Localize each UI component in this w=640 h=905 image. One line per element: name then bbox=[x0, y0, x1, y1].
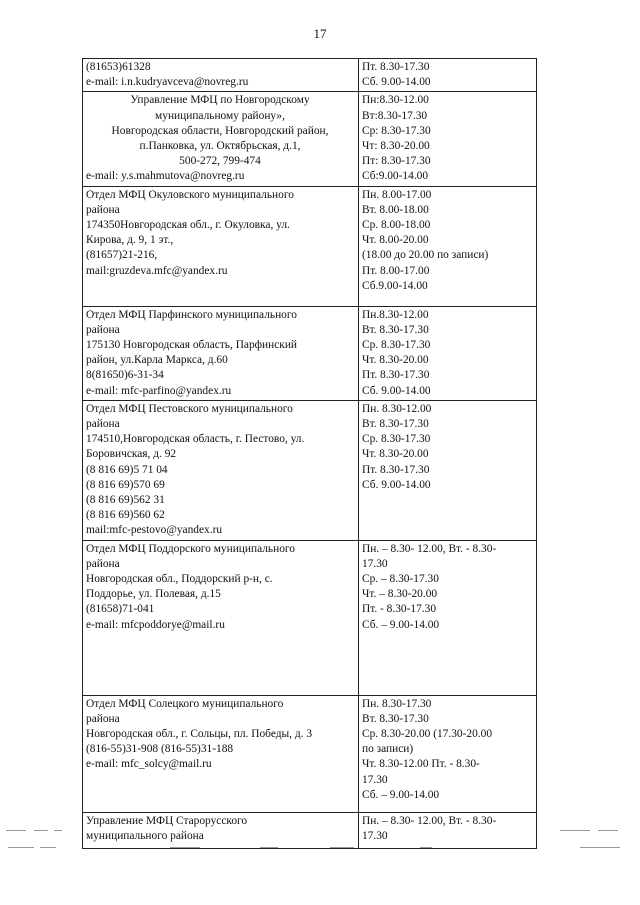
working-hours-line: Вт. 8.30-17.30 bbox=[362, 418, 429, 431]
office-info-line: муниципальному району», bbox=[155, 109, 285, 122]
working-hours-line: Сб:9.00-14.00 bbox=[362, 170, 429, 183]
working-hours-line: Пн:8.30-12.00 bbox=[362, 94, 429, 107]
table-row bbox=[83, 59, 537, 92]
working-hours-line: Вт:8.30-17.30 bbox=[362, 109, 428, 122]
office-info-line: муниципального района bbox=[86, 829, 204, 842]
working-hours-line: Сб.9.00-14.00 bbox=[362, 279, 428, 292]
working-hours-line: Ср. 8.00-18.00 bbox=[362, 219, 431, 232]
office-info-line: Отдел МФЦ Парфинского муниципального bbox=[86, 308, 297, 321]
working-hours-line: Сб. – 9.00-14.00 bbox=[362, 788, 440, 801]
working-hours-line: Чт. 8.30-20.00 bbox=[362, 354, 429, 367]
office-info-line: mail:gruzdeva.mfc@yandex.ru bbox=[86, 264, 228, 277]
table-row bbox=[83, 92, 537, 186]
working-hours-line: 17.30 bbox=[362, 829, 388, 842]
office-info-line: района bbox=[86, 712, 120, 725]
office-info-line: (8 816 69)560 62 bbox=[86, 509, 165, 522]
scan-artifact-dots bbox=[0, 828, 640, 878]
office-info-cell bbox=[83, 695, 359, 812]
office-info-line: (8 816 69)562 31 bbox=[86, 494, 165, 507]
working-hours-line: Чт. 8.30-12.00 Пт. - 8.30- bbox=[362, 758, 480, 771]
office-info-line: район, ул.Карла Маркса, д.60 bbox=[86, 354, 228, 367]
working-hours-line: Пт. 8.30-17.30 bbox=[362, 369, 430, 382]
table-row bbox=[83, 540, 537, 695]
office-info-line: Отдел МФЦ Солецкого муниципального bbox=[86, 697, 284, 710]
working-hours-line: (18.00 до 20.00 по записи) bbox=[362, 249, 489, 262]
office-info-line: района bbox=[86, 557, 120, 570]
office-info-cell bbox=[83, 186, 359, 306]
office-info-line: e-mail: mfcpoddorye@mail.ru bbox=[86, 618, 225, 631]
office-info-line: 174350Новгородская обл., г. Окуловка, ул. bbox=[86, 219, 290, 232]
table-row bbox=[83, 186, 537, 306]
working-hours-line: Пт. 8.30-17.30 bbox=[362, 463, 430, 476]
office-info-line: mail:mfc-pestovo@yandex.ru bbox=[86, 524, 223, 537]
working-hours-line: Пн. 8.30-12.00 bbox=[362, 402, 432, 415]
working-hours-line: Чт. – 8.30-20.00 bbox=[362, 588, 438, 601]
working-hours-line: Вт. 8.30-17.30 bbox=[362, 323, 429, 336]
office-info-line: района bbox=[86, 418, 120, 431]
office-info-cell bbox=[83, 540, 359, 695]
working-hours-line: Вт. 8.00-18.00 bbox=[362, 203, 429, 216]
working-hours-line: Ср. 8.30-20.00 (17.30-20.00 bbox=[362, 728, 493, 741]
working-hours-line: Пн. – 8.30- 12.00, Вт. - 8.30- bbox=[362, 542, 497, 555]
office-info-cell bbox=[83, 92, 359, 186]
working-hours-line: Сб. – 9.00-14.00 bbox=[362, 618, 440, 631]
working-hours-line: 17.30 bbox=[362, 773, 388, 786]
working-hours-line: 17.30 bbox=[362, 557, 388, 570]
office-info-line: 500-272, 799-474 bbox=[179, 155, 261, 168]
office-info-line: 175130 Новгородская область, Парфинский bbox=[86, 339, 298, 352]
office-info-line: (8 816 69)570 69 bbox=[86, 478, 165, 491]
office-info-line: Отдел МФЦ Пестовского муниципального bbox=[86, 402, 293, 415]
working-hours-line: по записи) bbox=[362, 743, 414, 756]
office-info-line: Новгородская области, Новгородский район, bbox=[111, 124, 329, 137]
office-info-line: (8 816 69)5 71 04 bbox=[86, 463, 168, 476]
office-info-line: 8(81650)6-31-34 bbox=[86, 369, 164, 382]
office-info-line: (816-55)31-908 (816-55)31-188 bbox=[86, 743, 234, 756]
working-hours-line: Пн. 8.30-17.30 bbox=[362, 697, 432, 710]
office-info-line: 174510,Новгородская область, г. Пестово, ул. bbox=[86, 433, 305, 446]
office-info-line: Кирова, д. 9, 1 эт., bbox=[86, 234, 174, 247]
office-info-line: e-mail: y.s.mahmutova@novreg.ru bbox=[86, 170, 245, 183]
office-info-line: Отдел МФЦ Окуловского муниципального bbox=[86, 188, 294, 201]
office-info-line: (81657)21-216, bbox=[86, 249, 158, 262]
office-info-line: п.Панковка, ул. Октябрьская, д.1, bbox=[139, 140, 301, 153]
table-row bbox=[83, 400, 537, 540]
working-hours-line: Пт. 8.00-17.00 bbox=[362, 264, 430, 277]
office-info-line: Новгородская обл., г. Сольцы, пл. Победы, д. 3 bbox=[86, 728, 313, 741]
working-hours-cell bbox=[359, 306, 537, 400]
working-hours-cell bbox=[359, 92, 537, 186]
working-hours-line: Пт. - 8.30-17.30 bbox=[362, 603, 437, 616]
working-hours-line: Ср. 8.30-17.30 bbox=[362, 339, 431, 352]
working-hours-line: Сб. 9.00-14.00 bbox=[362, 478, 431, 491]
table-row bbox=[83, 306, 537, 400]
working-hours-line: Вт. 8.30-17.30 bbox=[362, 712, 429, 725]
office-info-cell bbox=[83, 400, 359, 540]
working-hours-line: Ср. 8.30-17.30 bbox=[362, 433, 431, 446]
working-hours-cell bbox=[359, 186, 537, 306]
working-hours-line: Чт. 8.00-20.00 bbox=[362, 234, 429, 247]
working-hours-line: Чт. 8.30-20.00 bbox=[362, 448, 429, 461]
office-info-line: e-mail: i.n.kudryavceva@novreg.ru bbox=[86, 76, 249, 89]
office-info-line: Управление МФЦ по Новгородскому bbox=[130, 94, 310, 107]
working-hours-line: Сб. 9.00-14.00 bbox=[362, 76, 431, 89]
working-hours-line: Пн. – 8.30- 12.00, Вт. - 8.30- bbox=[362, 814, 497, 827]
office-info-line: e-mail: mfc-parfino@yandex.ru bbox=[86, 384, 232, 397]
office-info-cell bbox=[83, 306, 359, 400]
office-info-line: Боровичская, д. 92 bbox=[86, 448, 177, 461]
office-info-line: e-mail: mfc_solcy@mail.ru bbox=[86, 758, 212, 771]
working-hours-line: Пт. 8.30-17.30 bbox=[362, 61, 430, 73]
office-info-line: (81653)61328 bbox=[86, 61, 151, 73]
working-hours-line: Пн. 8.00-17.00 bbox=[362, 188, 432, 201]
working-hours-cell bbox=[359, 400, 537, 540]
office-info-line: (81658)71-041 bbox=[86, 603, 155, 616]
working-hours-line: Чт: 8.30-20.00 bbox=[362, 140, 430, 153]
working-hours-line: Пн.8.30-12.00 bbox=[362, 308, 429, 321]
office-info-line: Управление МФЦ Старорусского bbox=[86, 814, 248, 827]
office-info-line: района bbox=[86, 203, 120, 216]
office-info-line: Поддорье, ул. Полевая, д.15 bbox=[86, 588, 221, 601]
working-hours-line: Ср. – 8.30-17.30 bbox=[362, 573, 439, 586]
mfc-offices-table bbox=[82, 58, 537, 849]
working-hours-line: Пт: 8.30-17.30 bbox=[362, 155, 431, 168]
office-info-line: Отдел МФЦ Поддорского муниципального bbox=[86, 542, 295, 555]
office-info-line: района bbox=[86, 323, 120, 336]
working-hours-line: Сб. 9.00-14.00 bbox=[362, 384, 431, 397]
office-info-line: Новгородская обл., Поддорский р-н, с. bbox=[86, 573, 273, 586]
working-hours-cell bbox=[359, 540, 537, 695]
working-hours-cell bbox=[359, 695, 537, 812]
page-number: 17 bbox=[313, 26, 327, 41]
working-hours-cell bbox=[359, 59, 537, 92]
working-hours-line: Ср: 8.30-17.30 bbox=[362, 124, 431, 137]
office-info-cell bbox=[83, 59, 359, 92]
table-row bbox=[83, 695, 537, 812]
